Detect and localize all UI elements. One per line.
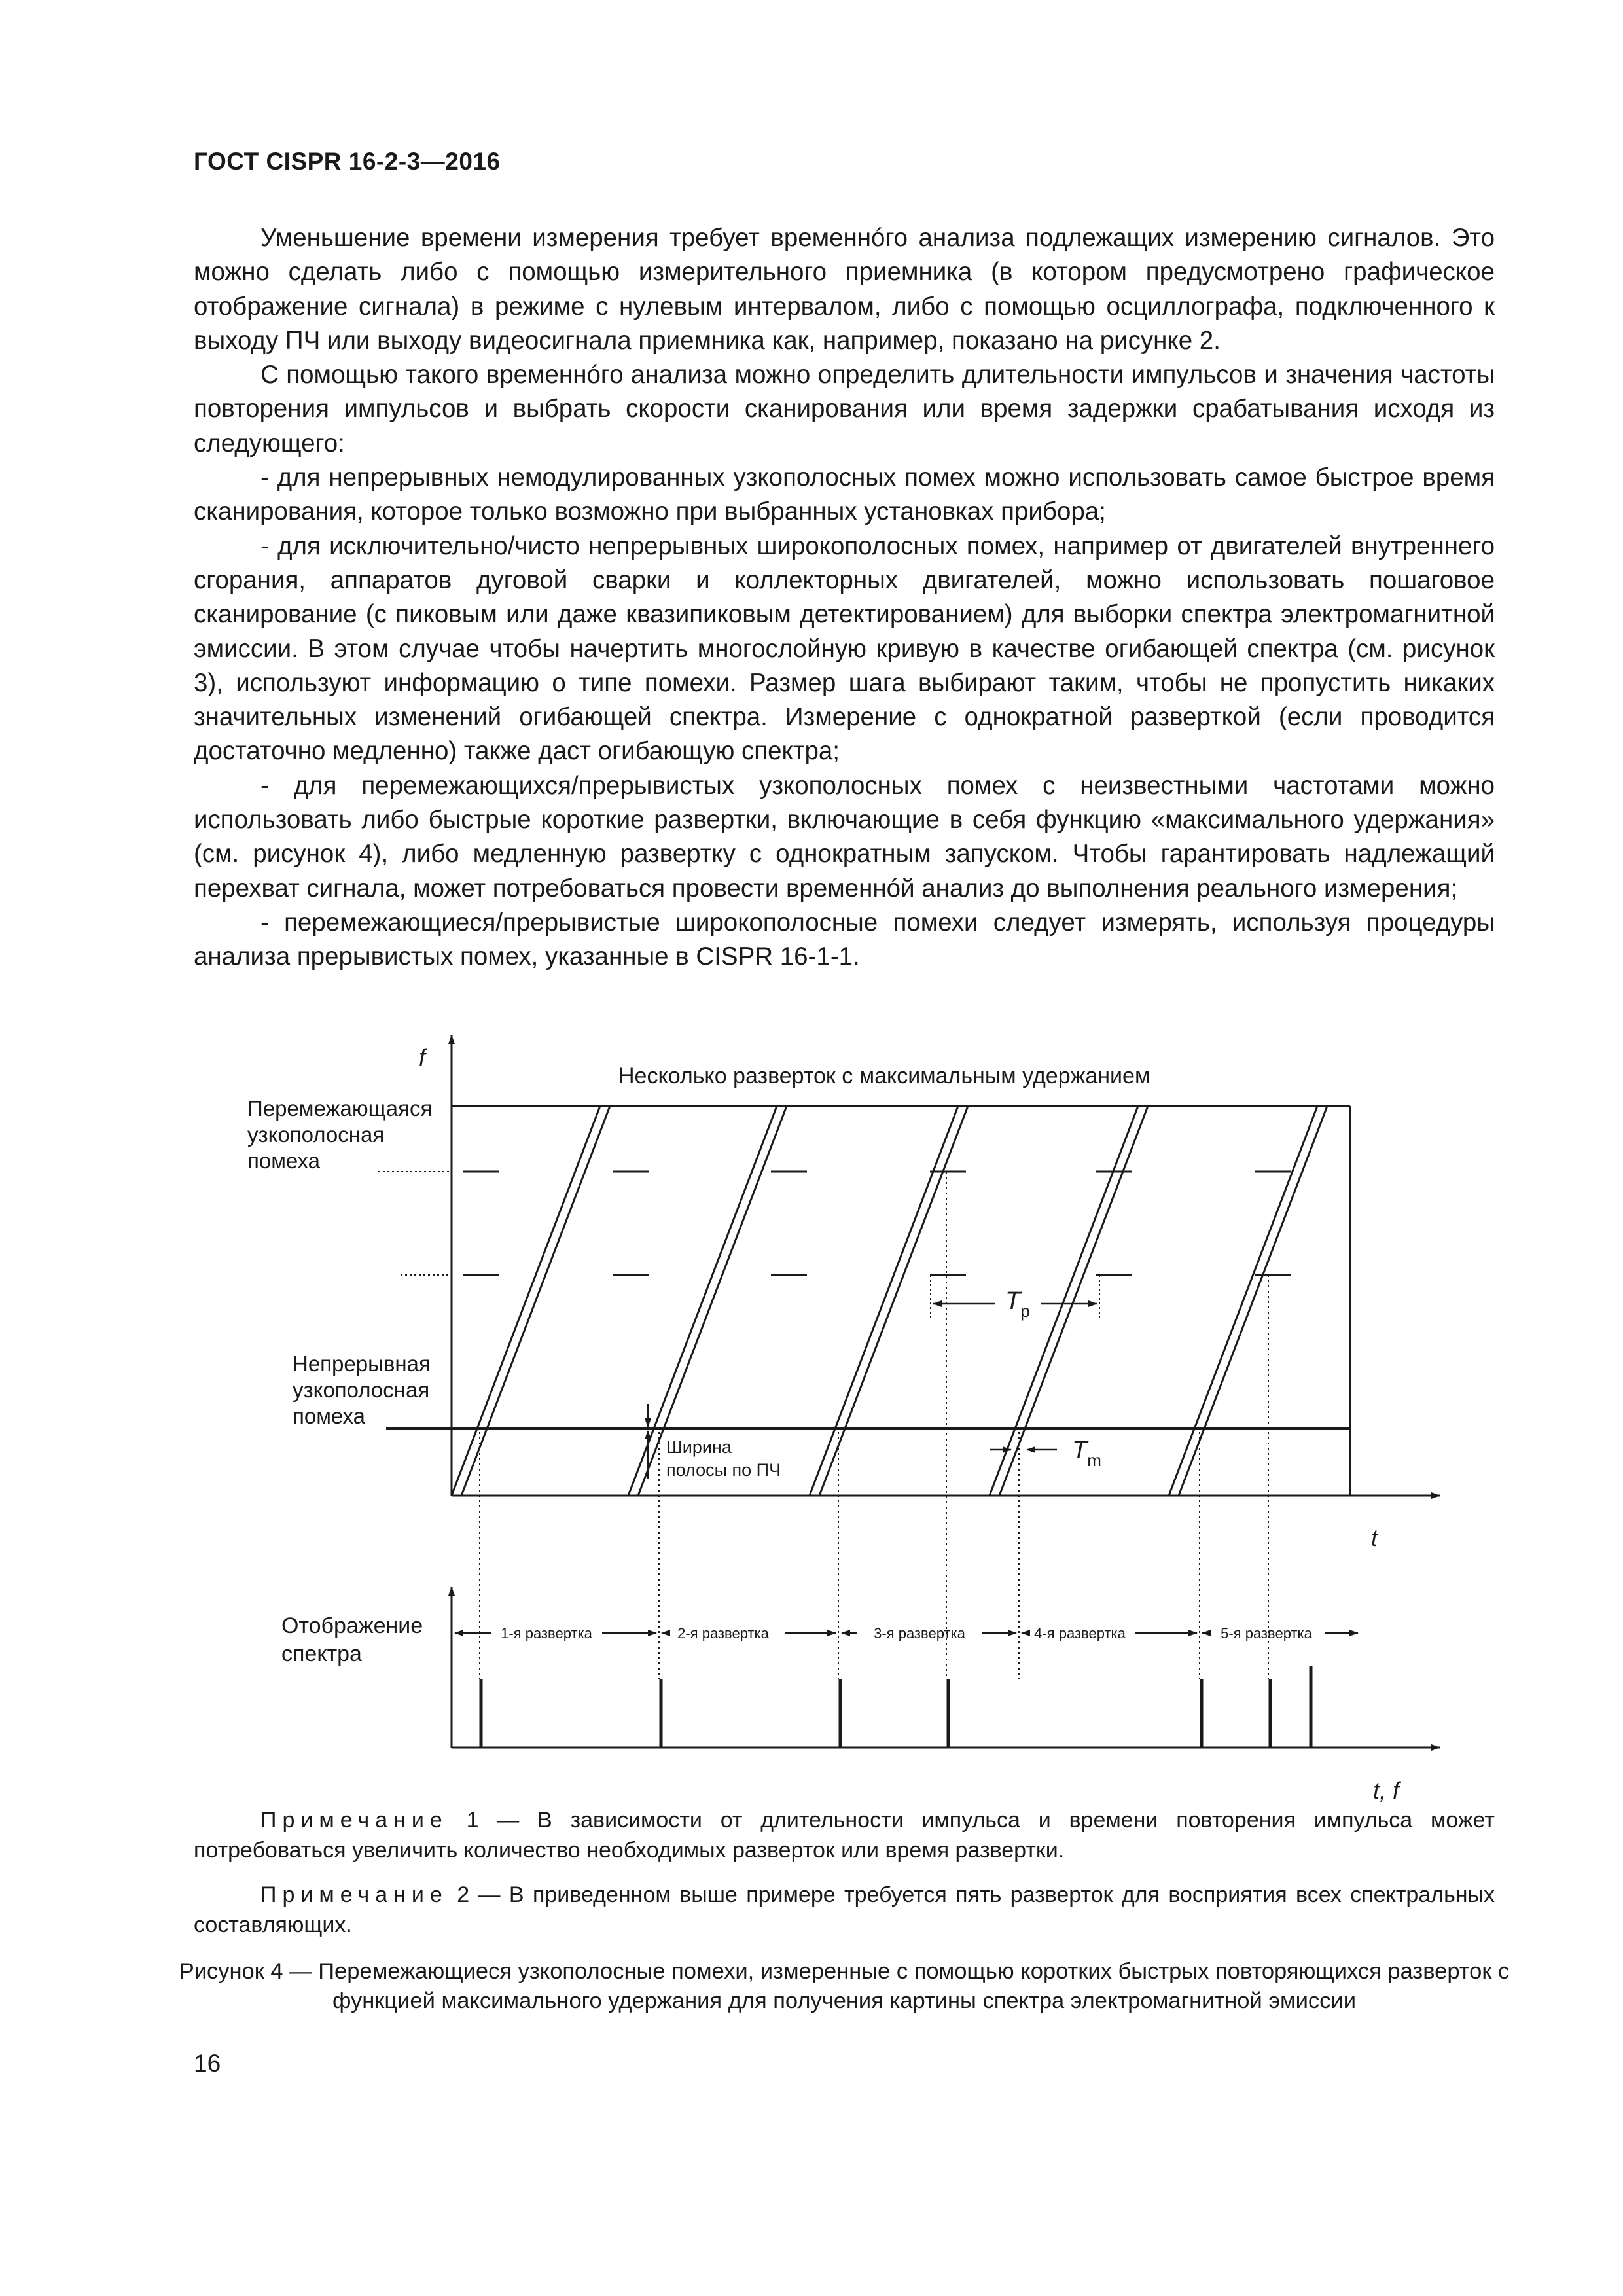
dotted-connectors xyxy=(480,1172,1268,1679)
paragraph: Уменьшение времени измерения требует временнóго анализа подлежащих измерению сигналов. Это можно сделать либо с помощью измерительного приемника (в котором предусмотрено графическое отображение сигнала) в режиме с нулевым интервалом, либо с помощью осциллографа, подключенного к выходу ПЧ или выходу видеосигнала приемника как, например, показано на рисунке 2. xyxy=(194,224,1495,355)
continuous-label-2: узкополосная xyxy=(293,1378,430,1402)
continuous-label-3: помеха xyxy=(293,1404,366,1428)
sweep-label-1: 1-я развертка xyxy=(501,1625,592,1641)
sweep-label-5: 5-я развертка xyxy=(1221,1625,1312,1641)
continuous-label-1: Непрерывная xyxy=(293,1352,431,1376)
page-number: 16 xyxy=(194,2050,221,2077)
sweep-label-2: 2-я развертка xyxy=(677,1625,769,1641)
f-axis-label: f xyxy=(419,1044,426,1071)
tp-label: $T_p$ xyxy=(1005,1287,1030,1321)
paragraph: - для исключительно/чисто непрерывных широкополосных помех, например от двигателей внутреннего сгорания, аппаратов дуговой сварки и коллекторных двигателей, можно использовать пошаговое сканирование (с пиковым или даже квазипиковым детектированием) для выборки спектра электромагнитной эмиссии. В этом случае чтобы начертить многослойную кривую в качестве огибающей спектра (см. рисунок 3), используют информацию о типе помехи. Размер шага выбирают таким, чтобы не пропустить никаких значительных изменений огибающей спектра. Измерение с однократной разверткой (если проводится достаточно медленно) также даст огибающую спектра; xyxy=(194,531,1495,766)
note-1 xyxy=(194,1805,1495,1865)
tm-label: $T_m$ xyxy=(1072,1437,1101,1470)
figure-notes xyxy=(194,1805,1495,1954)
sweep-label-3: 3-я развертка xyxy=(874,1625,965,1641)
spectrum-label-2: спектра xyxy=(281,1641,362,1666)
spectrum-bars xyxy=(481,1666,1311,1748)
sweep-label-4: 4-я развертка xyxy=(1034,1625,1126,1641)
figure-caption: Рисунок 4 — Перемежающиеся узкополосные помехи, измеренные с помощью коротких быстрых повторяющихся разверток с функцией максимального удержания для получения картины спектра электромагнитной эмиссии xyxy=(179,1959,1510,2013)
spectrum-label-1: Отображение xyxy=(281,1613,423,1638)
paragraph: - перемежающиеся/прерывистые широкополосные помехи следует измерять, используя процедуры анализа прерывистых помех, указанные в CISPR 16-1-1. xyxy=(194,908,1495,971)
note-2-text: 2 — В приведенном выше примере требуется пять разверток для восприятия всех спектральных составляющих. xyxy=(194,1882,1495,1937)
note-1-text: 1 — В зависимости от длительности импульса и времени повторения импульса может потребоваться увеличить количество необходимых разверток или время развертки. xyxy=(194,1808,1495,1863)
bandwidth-label-1: Ширина xyxy=(666,1437,732,1457)
sweep-lines xyxy=(452,1106,1327,1496)
diagram-title: Несколько разверток с максимальным удержанием xyxy=(618,1064,1150,1088)
intermittent-label-1: Перемежающаяся xyxy=(247,1096,433,1121)
paragraph: - для непрерывных немодулированных узкополосных помех можно использовать самое быстрое время сканирования, которое только возможно при выбранных установках прибора; xyxy=(194,463,1495,526)
paragraph: - для перемежающихся/прерывистых узкополосных помех с неизвестными частотами можно использовать либо быстрые короткие развертки, включающие в себя функцию «максимального удержания» (см. рисунок 4), либо медленную развертку с однократным запуском. Чтобы гарантировать надлежащий перехват сигнала, может потребоваться провести временнóй анализ до выполнения реального измерения; xyxy=(194,771,1495,903)
note-2 xyxy=(194,1880,1495,1940)
intermittent-label-2: узкополосная xyxy=(247,1122,385,1147)
note-2-label: Примечание xyxy=(260,1882,448,1907)
note-1-label: Примечание xyxy=(260,1808,448,1833)
t-axis-label: t xyxy=(1371,1524,1378,1551)
tf-axis-label: t, f xyxy=(1373,1777,1400,1804)
bandwidth-label-2: полосы по ПЧ xyxy=(666,1460,781,1480)
document-header: ГОСТ CISPR 16-2-3—2016 xyxy=(194,148,501,175)
intermittent-label-3: помеха xyxy=(247,1149,321,1173)
paragraph: С помощью такого временнóго анализа можно определить длительности импульсов и значения частоты повторения импульсов и выбрать скорости сканирования или время задержки срабатывания исходя из следующего: xyxy=(194,361,1495,457)
